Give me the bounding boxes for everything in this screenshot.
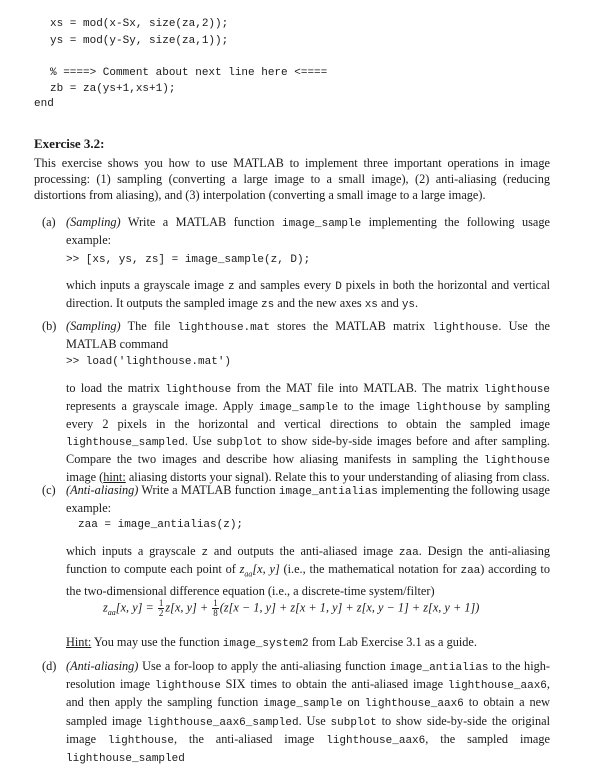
item-b-desc: to load the matrix lighthouse from the MAT file into MATLAB. The matrix lighthouse represents a grayscale image. Apply image_sample to the image lighthouse by sampling every 2 pixels in the horizontal and vertical directions to obtain the sampled image lighthouse_sampled. Use subplot to show side-by-side images before and after sampling. Compare the two images and describe how aliasing manifests in sampling the lighthouse image (hint: aliasing distorts your signal). Relate this to your understanding of aliasing from class. <box>66 381 550 485</box>
code-line-3: % ====> Comment about next line here <==== <box>50 67 328 79</box>
exercise-intro: This exercise shows you how to use MATLAB to implement three important operations in image processing: (1) sampling (converting a large image to a small image), (2) anti-aliasing (reducing distortions from aliasing), and (3) interpolation (converting a small image to a large image). <box>34 156 550 203</box>
fraction-one-eighth: $\frac{1}{8}$ <box>213 598 218 618</box>
item-a-desc: which inputs a grayscale image z and samples every D pixels in both the horizontal and vertical direction. It outputs the sampled image zs and the new axes xs and ys. <box>66 278 550 312</box>
code-line-1: xs = mod(x-Sx, size(za,2)); <box>50 18 229 30</box>
item-b-text: (Sampling) The file lighthouse.mat stores the MATLAB matrix lighthouse. Use the MATLAB command <box>66 319 550 352</box>
item-d-text: (Anti-aliasing) Use a for-loop to apply the anti-aliasing function image_antialias to the high-resolution image lighthouse SIX times to obtain the anti-aliased image lighthouse_aax6, and then apply the sampling function image_sample on lighthouse_aax6 to obtain a new sampled image lighthouse_aax6_sampled. Use subplot to show side-by-side the original image lighthouse, the anti-aliased image lighthouse_aax6, the sampled image lighthouse_sampled <box>66 659 550 766</box>
code-line-2: ys = mod(y-Sy, size(za,1)); <box>50 35 229 47</box>
item-c-hint: Hint: You may use the function image_system2 from Lab Exercise 3.1 as a guide. <box>66 635 477 650</box>
item-b-code: >> load('lighthouse.mat') <box>66 356 232 368</box>
exercise-heading: Exercise 3.2: <box>34 136 105 151</box>
item-a-text: (Sampling) Write a MATLAB function image_sample implementing the following usage example: <box>66 215 550 248</box>
code-line-5: end <box>34 98 54 110</box>
item-d-label: (d) <box>42 659 57 673</box>
item-c-desc: which inputs a grayscale z and outputs the anti-aliased image zaa. Design the anti-aliasing function to compute each point of $z_{aa}[x$, y] (i.e., the mathematical notation for zaa) according to the two-dimensional difference equation (i.e., a discrete-time system/filter) <box>66 544 551 598</box>
item-a-label: (a) <box>42 215 56 229</box>
item-b-label: (b) <box>42 319 57 333</box>
code-line-4: zb = za(ys+1,xs+1); <box>50 83 176 95</box>
item-c-label: (c) <box>42 483 56 497</box>
difference-equation: $z_{aa}[x$, y] = $\frac{1}{2}$ z[x, y] + $\frac{1}{8}$ (z[x − 1, y] + z[x + 1, y] + z[x, y − 1] + z[x, y + 1]) <box>103 598 480 618</box>
item-a-code: >> [xs, ys, zs] = image_sample(z, D); <box>66 254 311 266</box>
item-c-code: zaa = image_antialias(z); <box>78 519 244 531</box>
fraction-one-half: $\frac{1}{2}$ <box>158 598 164 618</box>
item-c-text: (Anti-aliasing) Write a MATLAB function image_antialias implementing the following usage example: <box>66 483 550 516</box>
